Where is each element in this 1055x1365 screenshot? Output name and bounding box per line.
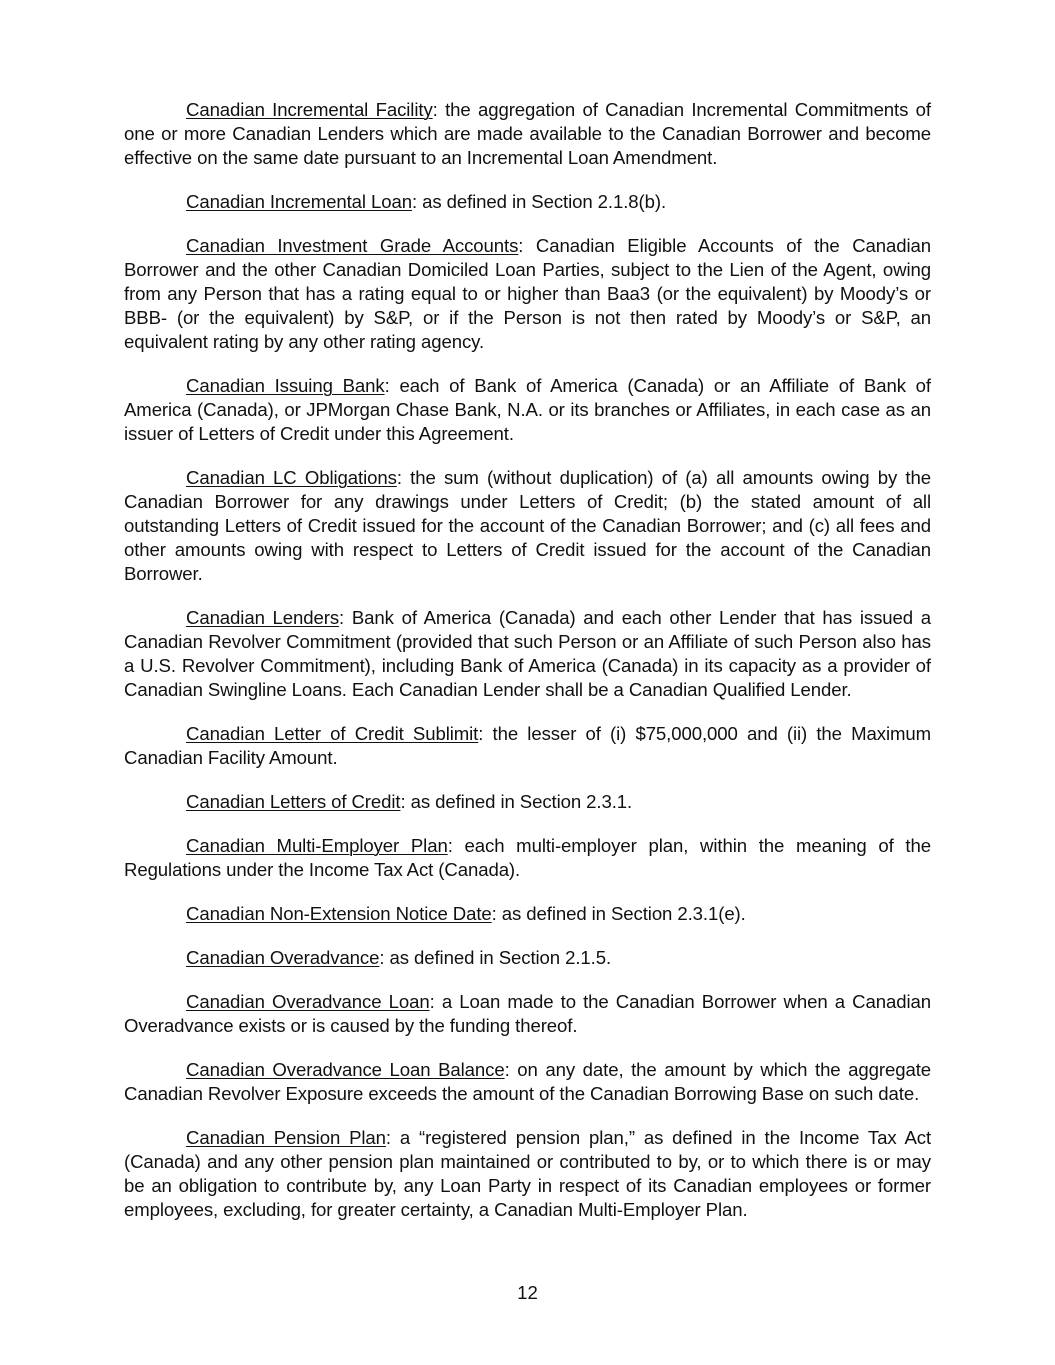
definition-text: : as defined in Section 2.1.8(b).	[411, 191, 667, 212]
document-body	[124, 98, 931, 1242]
defined-term: Canadian Issuing Bank	[186, 375, 385, 396]
definition-text: : as defined in Section 2.3.1(e).	[491, 903, 746, 924]
definition-canadian-overadvance-loan	[124, 990, 931, 1038]
definition-text: : as defined in Section 2.3.1.	[400, 791, 633, 812]
definition-canadian-incremental-facility	[124, 98, 931, 170]
definition-canadian-pension-plan	[124, 1126, 931, 1222]
definition-canadian-issuing-bank	[124, 374, 931, 446]
defined-term: Canadian Multi-Employer Plan	[186, 835, 448, 856]
defined-term: Canadian Investment Grade Accounts	[186, 235, 519, 256]
defined-term: Canadian Lenders	[186, 607, 340, 628]
defined-term: Canadian Overadvance	[186, 947, 380, 968]
defined-term: Canadian Overadvance Loan	[186, 991, 430, 1012]
definition-text: : the lesser of (i) $75,000,000 and (ii) the Maximum Canadian Facility Amount.	[124, 723, 932, 768]
definition-text: : as defined in Section 2.1.5.	[379, 947, 612, 968]
definition-canadian-lc-obligations	[124, 466, 931, 586]
definition-canadian-investment-grade-accounts	[124, 234, 931, 354]
defined-term: Canadian Incremental Facility	[186, 99, 433, 120]
defined-term: Canadian Overadvance Loan Balance	[186, 1059, 505, 1080]
definition-text: : each multi-employer plan, within the meaning of the Regulations under the Income Tax Act (Canada).	[124, 835, 931, 880]
definition-text: : Canadian Eligible Accounts of the Canadian Borrower and the other Canadian Domiciled Loan Parties, subject to the Lien of the Agent, owing from any Person that has a rating equal to or higher than Baa3 (or the equivalent) by Moody’s or BBB- (or the equivalent) by S&P, or if the Person is not then rated by Moody’s or S&P, an equivalent rating by any other rating agency.	[124, 235, 932, 352]
definition-canadian-overadvance	[124, 946, 931, 970]
definition-canadian-letter-of-credit-sublimit	[124, 722, 931, 770]
definition-text: : the sum (without duplication) of (a) all amounts owing by the Canadian Borrower for any drawings under Letters of Credit; (b) the stated amount of all outstanding Letters of Credit issued for the account of the Canadian Borrower; and (c) all fees and other amounts owing with respect to Letters of Credit issued for the account of the Canadian Borrower.	[124, 467, 931, 584]
definition-canadian-non-extension-notice-date	[124, 902, 931, 926]
page-number: 12	[517, 1282, 538, 1303]
definition-canadian-incremental-loan	[124, 190, 931, 214]
definition-text: : each of Bank of America (Canada) or an Affiliate of Bank of America (Canada), or JPMorgan Chase Bank, N.A. or its branches or Affiliates, in each case as an issuer of Letters of Credit under this Agreement.	[124, 375, 931, 444]
definition-text: : a Loan made to the Canadian Borrower when a Canadian Overadvance exists or is caused by the funding thereof.	[124, 991, 931, 1036]
definition-canadian-overadvance-loan-balance	[124, 1058, 931, 1106]
definition-canadian-letters-of-credit	[124, 790, 931, 814]
defined-term: Canadian Letter of Credit Sublimit	[186, 723, 479, 744]
defined-term: Canadian Incremental Loan	[186, 191, 412, 212]
definition-text: : Bank of America (Canada) and each other Lender that has issued a Canadian Revolver Commitment (provided that such Person or an Affiliate of such Person also has a U.S. Revolver Commitment), including Bank of America (Canada) in its capacity as a provider of Canadian Swingline Loans. Each Canadian Lender shall be a Canadian Qualified Lender.	[124, 607, 931, 700]
defined-term: Canadian Letters of Credit	[186, 791, 401, 812]
defined-term: Canadian LC Obligations	[186, 467, 397, 488]
definition-canadian-lenders	[124, 606, 931, 702]
definition-text: : the aggregation of Canadian Incremental Commitments of one or more Canadian Lenders which are made available to the Canadian Borrower and become effective on the same date pursuant to an Incremental Loan Amendment.	[124, 99, 931, 168]
defined-term: Canadian Non-Extension Notice Date	[186, 903, 492, 924]
definition-canadian-multi-employer-plan	[124, 834, 931, 882]
definition-text: : a “registered pension plan,” as defined in the Income Tax Act (Canada) and any other pension plan maintained or contributed to by, or to which there is or may be an obligation to contribute by, any Loan Party in respect of its Canadian employees or former employees, excluding, for greater certainty, a Canadian Multi-Employer Plan.	[124, 1127, 932, 1220]
definition-text: : on any date, the amount by which the aggregate Canadian Revolver Exposure exceeds the amount of the Canadian Borrowing Base on such date.	[124, 1059, 932, 1104]
defined-term: Canadian Pension Plan	[186, 1127, 386, 1148]
